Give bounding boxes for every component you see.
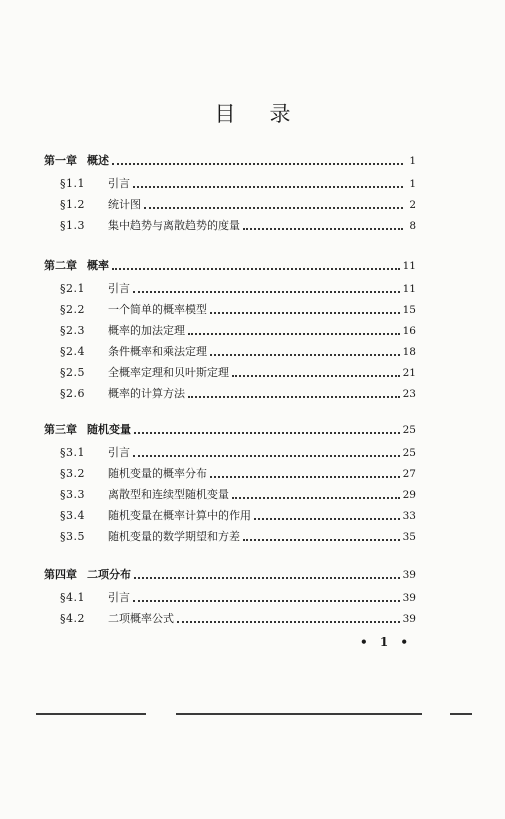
toc-section-row[interactable] (60, 386, 416, 402)
chapter-page-number: 1 (409, 155, 416, 167)
dot-leader (232, 497, 400, 499)
section-title: 二项概率公式 (108, 612, 174, 625)
toc-section-row[interactable] (60, 176, 416, 192)
toc-section-row[interactable] (60, 487, 416, 503)
chapter-label: 第四章 (44, 568, 77, 581)
dot-leader (210, 354, 400, 356)
toc-section-row[interactable] (60, 590, 416, 606)
section-number: §2.2 (60, 303, 85, 316)
section-title: 概率的计算方法 (108, 387, 185, 400)
section-number: §1.3 (60, 219, 85, 232)
section-number: §2.5 (60, 366, 85, 379)
chapter-title: 二项分布 (87, 568, 131, 581)
dot-leader (188, 396, 400, 398)
section-page-number: 8 (409, 220, 416, 232)
chapter-title: 概率 (87, 259, 109, 272)
section-title: 全概率定理和贝叶斯定理 (108, 366, 229, 379)
chapter-title: 概述 (87, 154, 109, 167)
dot-leader (133, 455, 400, 457)
dot-leader (112, 268, 400, 270)
toc-section-row[interactable] (60, 466, 416, 482)
section-page-number: 25 (402, 447, 416, 459)
section-number: §4.2 (60, 612, 85, 625)
dot-leader (134, 432, 400, 434)
dot-leader (144, 207, 403, 209)
toc-section-row[interactable] (60, 302, 416, 318)
page-title (0, 98, 505, 128)
section-title: 条件概率和乘法定理 (108, 345, 207, 358)
toc-chapter-row[interactable] (44, 153, 416, 169)
section-title: 随机变量在概率计算中的作用 (108, 509, 251, 522)
section-title: 统计图 (108, 198, 141, 211)
dot-leader (232, 375, 400, 377)
toc-section-row[interactable] (60, 323, 416, 339)
chapter-label: 第一章 (44, 154, 77, 167)
section-page-number: 35 (402, 531, 416, 543)
chapter-label: 第二章 (44, 259, 77, 272)
dot-leader (243, 539, 400, 541)
dot-leader (254, 518, 400, 520)
page-number-footer: • 1 • (360, 635, 413, 649)
title-char-1: 目 (214, 102, 236, 126)
dot-leader (134, 577, 400, 579)
section-title: 引言 (108, 282, 130, 295)
chapter-title: 随机变量 (87, 423, 131, 436)
chapter-page-number: 11 (402, 260, 416, 272)
dot-leader (210, 476, 400, 478)
section-title: 概率的加法定理 (108, 324, 185, 337)
dot-leader (133, 186, 403, 188)
scan-edge-line (176, 713, 422, 715)
section-number: §4.1 (60, 591, 85, 604)
chapter-page-number: 25 (402, 424, 416, 436)
dot-leader (243, 228, 403, 230)
chapter-label: 第三章 (44, 423, 77, 436)
dot-leader (133, 600, 400, 602)
scan-edge-line (450, 713, 472, 715)
section-number: §3.5 (60, 530, 85, 543)
section-title: 随机变量的数学期望和方差 (108, 530, 240, 543)
section-page-number: 39 (402, 592, 416, 604)
section-number: §2.6 (60, 387, 85, 400)
section-title: 引言 (108, 591, 130, 604)
section-title: 引言 (108, 446, 130, 459)
section-title: 随机变量的概率分布 (108, 467, 207, 480)
section-page-number: 29 (402, 489, 416, 501)
section-page-number: 15 (402, 304, 416, 316)
toc-chapter-row[interactable] (44, 258, 416, 274)
section-page-number: 21 (402, 367, 416, 379)
section-page-number: 18 (402, 346, 416, 358)
section-number: §1.1 (60, 177, 85, 190)
toc-section-row[interactable] (60, 508, 416, 524)
section-page-number: 11 (402, 283, 416, 295)
section-page-number: 23 (402, 388, 416, 400)
toc-section-row[interactable] (60, 529, 416, 545)
dot-leader (210, 312, 400, 314)
section-number: §3.1 (60, 446, 85, 459)
toc-section-row[interactable] (60, 445, 416, 461)
section-number: §1.2 (60, 198, 85, 211)
section-number: §3.2 (60, 467, 85, 480)
section-title: 集中趋势与离散趋势的度量 (108, 219, 240, 232)
section-title: 一个简单的概率模型 (108, 303, 207, 316)
section-title: 离散型和连续型随机变量 (108, 488, 229, 501)
title-char-2: 录 (269, 102, 291, 126)
section-number: §3.3 (60, 488, 85, 501)
section-number: §3.4 (60, 509, 85, 522)
toc-section-row[interactable] (60, 365, 416, 381)
toc-section-row[interactable] (60, 344, 416, 360)
toc-section-row[interactable] (60, 218, 416, 234)
toc-chapter-row[interactable] (44, 422, 416, 438)
section-page-number: 16 (402, 325, 416, 337)
section-page-number: 39 (402, 613, 416, 625)
section-page-number: 33 (402, 510, 416, 522)
section-number: §2.3 (60, 324, 85, 337)
dot-leader (177, 621, 400, 623)
dot-leader (133, 291, 400, 293)
toc-section-row[interactable] (60, 281, 416, 297)
section-title: 引言 (108, 177, 130, 190)
section-page-number: 2 (409, 199, 416, 211)
section-number: §2.1 (60, 282, 85, 295)
dot-leader (112, 163, 403, 165)
chapter-page-number: 39 (402, 569, 416, 581)
scan-edge-line (36, 713, 146, 715)
section-number: §2.4 (60, 345, 85, 358)
toc-section-row[interactable] (60, 197, 416, 213)
toc-chapter-row[interactable] (44, 567, 416, 583)
toc-section-row[interactable] (60, 611, 416, 627)
section-page-number: 1 (409, 178, 416, 190)
dot-leader (188, 333, 400, 335)
section-page-number: 27 (402, 468, 416, 480)
